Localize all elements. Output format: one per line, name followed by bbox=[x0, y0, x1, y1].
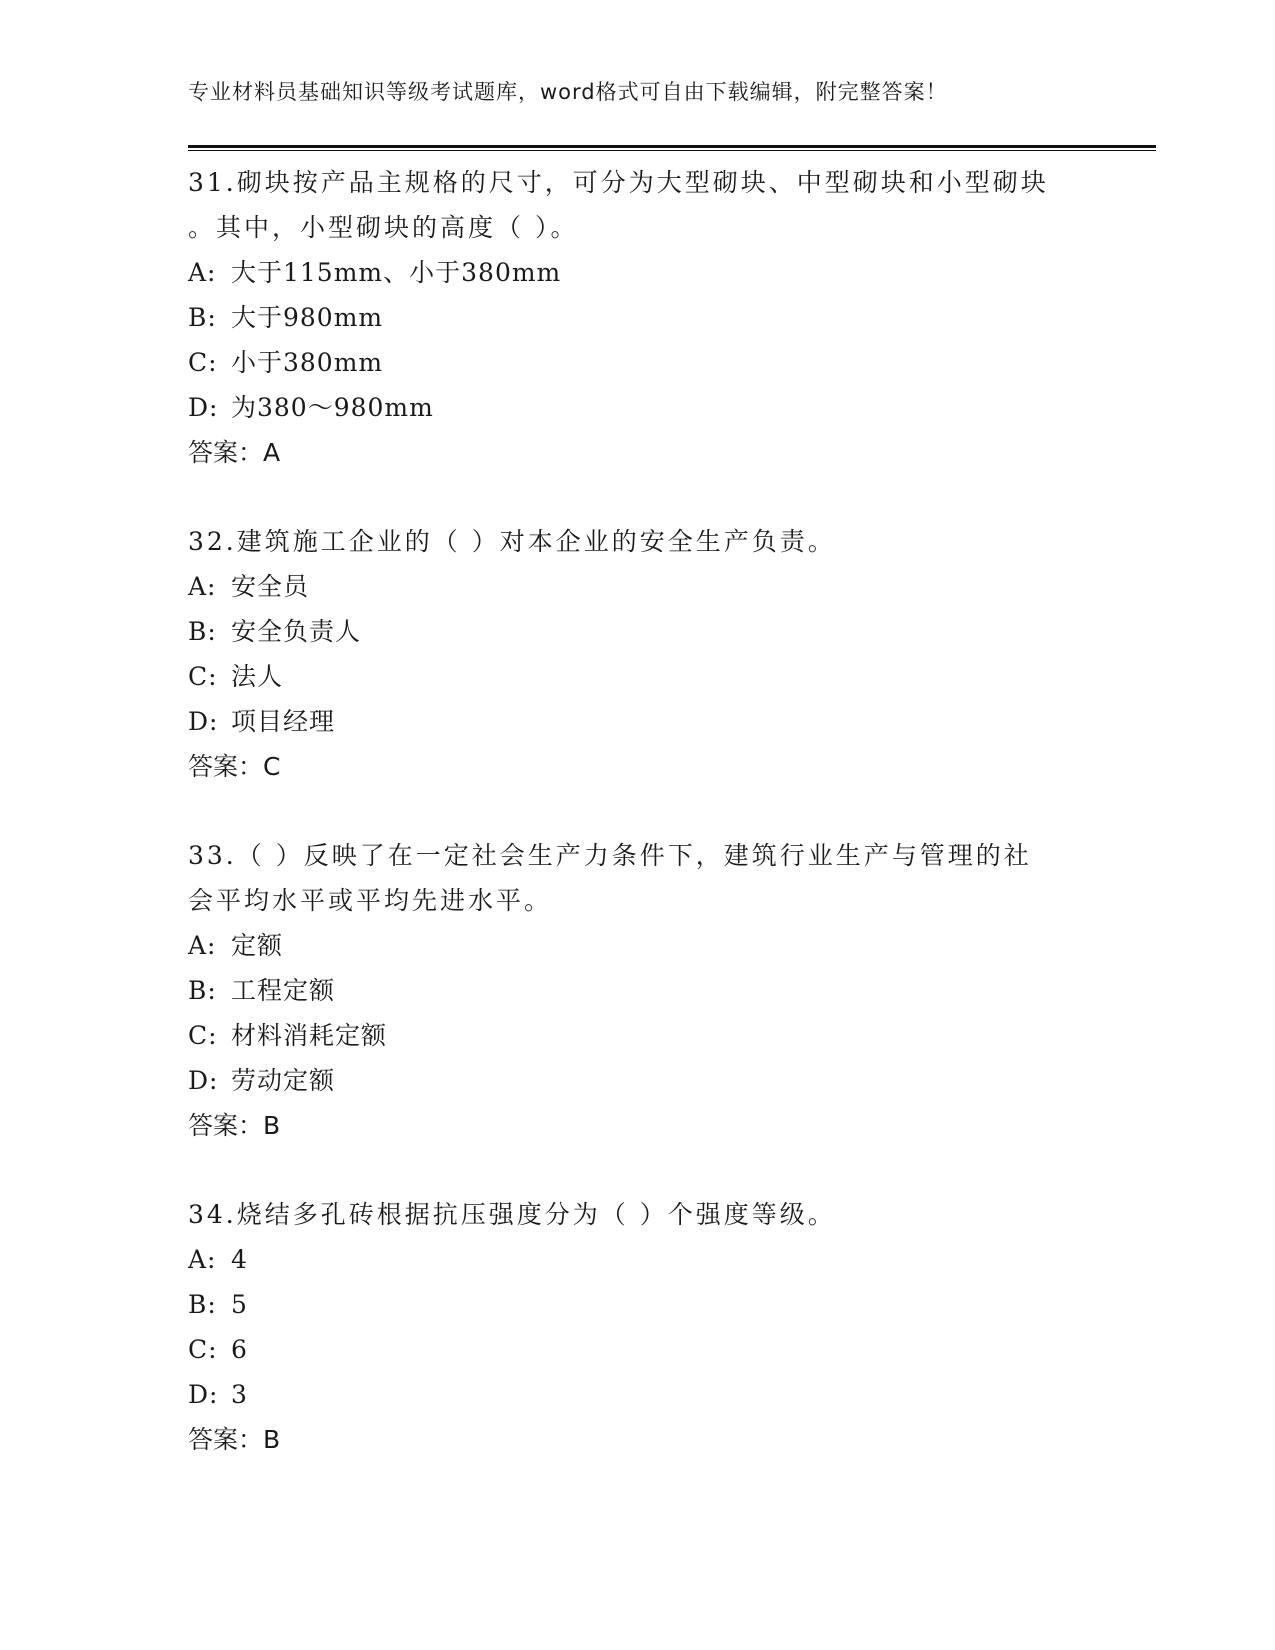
option-key: D: bbox=[188, 393, 219, 422]
header-divider-thick bbox=[188, 145, 1156, 148]
answer-line: 答案：B bbox=[188, 1111, 281, 1140]
option-key: C: bbox=[188, 662, 218, 691]
option-text: 安全员 bbox=[231, 572, 310, 601]
option-b bbox=[188, 1282, 1088, 1327]
option-c bbox=[188, 1327, 1088, 1372]
answer-line: 答案：B bbox=[188, 1425, 281, 1454]
option-key: B: bbox=[188, 976, 217, 1005]
question-stem-line: 32.建筑施工企业的（ ）对本企业的安全生产负责。 bbox=[188, 527, 836, 556]
option-text: 工程定额 bbox=[231, 976, 336, 1005]
option-a bbox=[188, 1237, 1088, 1282]
option-c bbox=[188, 1013, 1088, 1058]
option-text: 劳动定额 bbox=[231, 1066, 336, 1095]
question-stem-line: 31.砌块按产品主规格的尺寸，可分为大型砌块、中型砌块和小型砌块 bbox=[188, 168, 1049, 197]
option-text: 材料消耗定额 bbox=[231, 1021, 388, 1050]
question-33 bbox=[188, 833, 1088, 1148]
option-b bbox=[188, 968, 1088, 1013]
option-key: A: bbox=[188, 572, 217, 601]
option-key: B: bbox=[188, 617, 217, 646]
option-a bbox=[188, 564, 1088, 609]
option-text: 安全负责人 bbox=[231, 617, 362, 646]
option-key: A: bbox=[188, 931, 217, 960]
option-c bbox=[188, 654, 1088, 699]
question-stem-line: 33.（ ）反映了在一定社会生产力条件下，建筑行业生产与管理的社 bbox=[188, 841, 1032, 870]
option-text: 小于380mm bbox=[231, 348, 384, 377]
option-a bbox=[188, 250, 1088, 295]
option-d bbox=[188, 699, 1088, 744]
option-text: 大于115mm、小于380mm bbox=[231, 258, 562, 287]
answer-line: 答案：A bbox=[188, 438, 281, 467]
option-c bbox=[188, 340, 1088, 385]
option-key: D: bbox=[188, 1380, 219, 1409]
option-key: C: bbox=[188, 348, 218, 377]
option-key: B: bbox=[188, 1290, 217, 1319]
answer-line: 答案：C bbox=[188, 752, 281, 781]
question-stem-line: 。其中，小型砌块的高度（ ）。 bbox=[188, 213, 579, 242]
option-text: 定额 bbox=[231, 931, 284, 960]
option-d bbox=[188, 385, 1088, 430]
option-text: 3 bbox=[231, 1380, 248, 1409]
option-key: A: bbox=[188, 1245, 217, 1274]
option-key: B: bbox=[188, 303, 217, 332]
option-text: 法人 bbox=[231, 662, 284, 691]
option-key: A: bbox=[188, 258, 217, 287]
option-key: C: bbox=[188, 1021, 218, 1050]
option-key: D: bbox=[188, 1066, 219, 1095]
option-text: 6 bbox=[231, 1335, 248, 1364]
option-text: 5 bbox=[231, 1290, 248, 1319]
header-divider-thin bbox=[188, 150, 1156, 151]
page-header: 专业材料员基础知识等级考试题库，word格式可自由下载编辑，附完整答案！ bbox=[188, 80, 948, 104]
question-list bbox=[188, 160, 1088, 1506]
option-a bbox=[188, 923, 1088, 968]
option-b bbox=[188, 295, 1088, 340]
question-stem-line: 34.烧结多孔砖根据抗压强度分为（ ）个强度等级。 bbox=[188, 1200, 836, 1229]
option-text: 为380～980mm bbox=[231, 393, 434, 422]
option-text: 4 bbox=[231, 1245, 248, 1274]
option-key: C: bbox=[188, 1335, 218, 1364]
question-32 bbox=[188, 519, 1088, 789]
question-34 bbox=[188, 1192, 1088, 1462]
option-text: 项目经理 bbox=[231, 707, 336, 736]
option-b bbox=[188, 609, 1088, 654]
question-stem-line: 会平均水平或平均先进水平。 bbox=[188, 886, 553, 915]
option-text: 大于980mm bbox=[231, 303, 384, 332]
option-d bbox=[188, 1058, 1088, 1103]
question-31 bbox=[188, 160, 1088, 475]
option-d bbox=[188, 1372, 1088, 1417]
option-key: D: bbox=[188, 707, 219, 736]
